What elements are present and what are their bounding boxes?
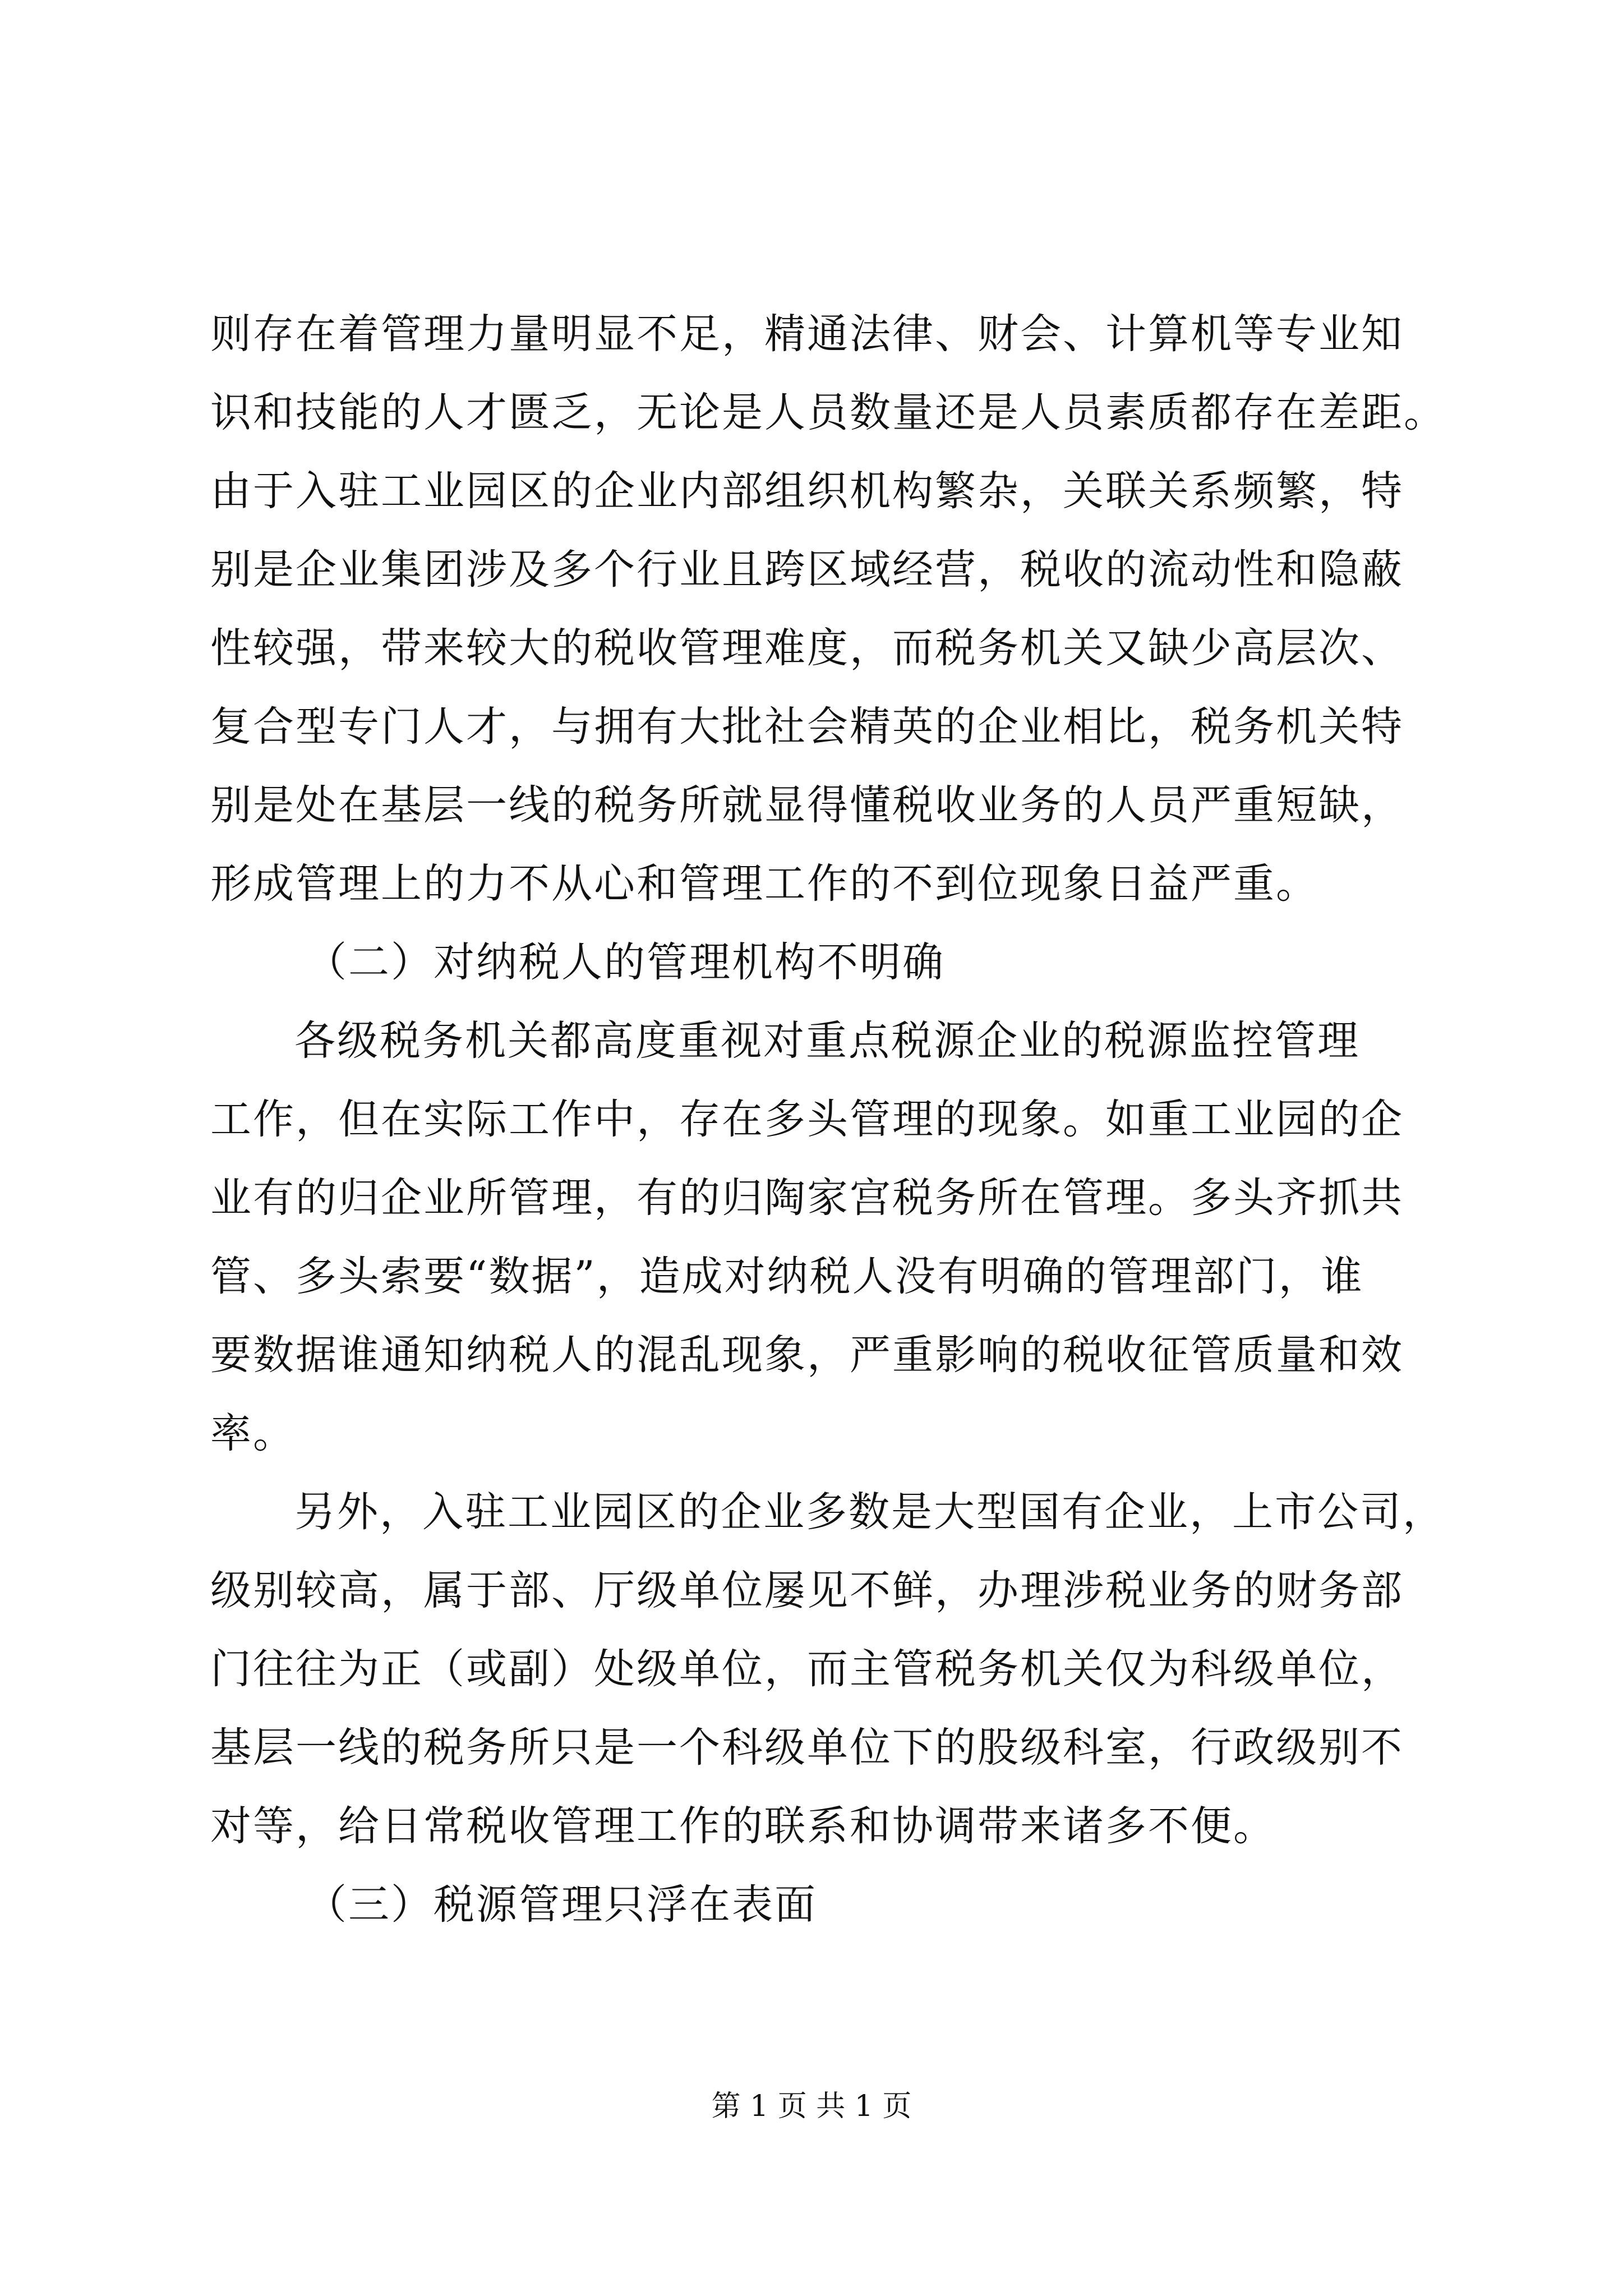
body-line: 工作，但在实际工作中，存在多头管理的现象。如重工业园的企 xyxy=(210,1096,1404,1143)
body-line: 业有的归企业所管理，有的归陶家宫税务所在管理。多头齐抓共 xyxy=(210,1174,1404,1222)
body-line: 则存在着管理力量明显不足，精通法律、财会、计算机等专业知 xyxy=(210,310,1404,358)
body-line: 另外，入驻工业园区的企业多数是大型国有企业，上市公司， xyxy=(294,1488,1445,1536)
body-line: 基层一线的税务所只是一个科级单位下的股级科室，行政级别不 xyxy=(210,1724,1404,1772)
body-line: 性较强，带来较大的税收管理难度，而税务机关又缺少高层次、 xyxy=(210,624,1404,672)
body-line: 别是处在基层一线的税务所就显得懂税收业务的人员严重短缺， xyxy=(210,781,1404,829)
body-line: 识和技能的人才匮乏，无论是人员数量还是人员素质都存在差距。 xyxy=(210,389,1446,436)
body-line: 率。 xyxy=(210,1410,296,1457)
body-line: 各级税务机关都高度重视对重点税源企业的税源监控管理 xyxy=(294,1017,1360,1065)
section-heading: （二）对纳税人的管理机构不明确 xyxy=(306,938,945,986)
body-line: 级别较高，属于部、厅级单位屡见不鲜，办理涉税业务的财务部 xyxy=(210,1567,1404,1614)
body-line: 管、多头索要“数据”，造成对纳税人没有明确的管理部门，谁 xyxy=(210,1253,1364,1300)
body-line: 对等，给日常税收管理工作的联系和协调带来诸多不便。 xyxy=(210,1802,1276,1850)
body-line: 别是企业集团涉及多个行业且跨区域经营，税收的流动性和隐蔽 xyxy=(210,546,1404,593)
body-line: 由于入驻工业园区的企业内部组织机构繁杂，关联关系频繁，特 xyxy=(210,467,1404,515)
page-footer: 第 1 页 共 1 页 xyxy=(711,2090,912,2123)
body-line: 门往往为正（或副）处级单位，而主管税务机关仅为科级单位， xyxy=(210,1645,1404,1693)
body-line: 要数据谁通知纳税人的混乱现象，严重影响的税收征管质量和效 xyxy=(210,1331,1404,1379)
body-line: 复合型专门人才，与拥有大批社会精英的企业相比，税务机关特 xyxy=(210,703,1404,751)
section-heading: （三）税源管理只浮在表面 xyxy=(306,1881,817,1929)
body-line: 形成管理上的力不从心和管理工作的不到位现象日益严重。 xyxy=(210,860,1318,908)
